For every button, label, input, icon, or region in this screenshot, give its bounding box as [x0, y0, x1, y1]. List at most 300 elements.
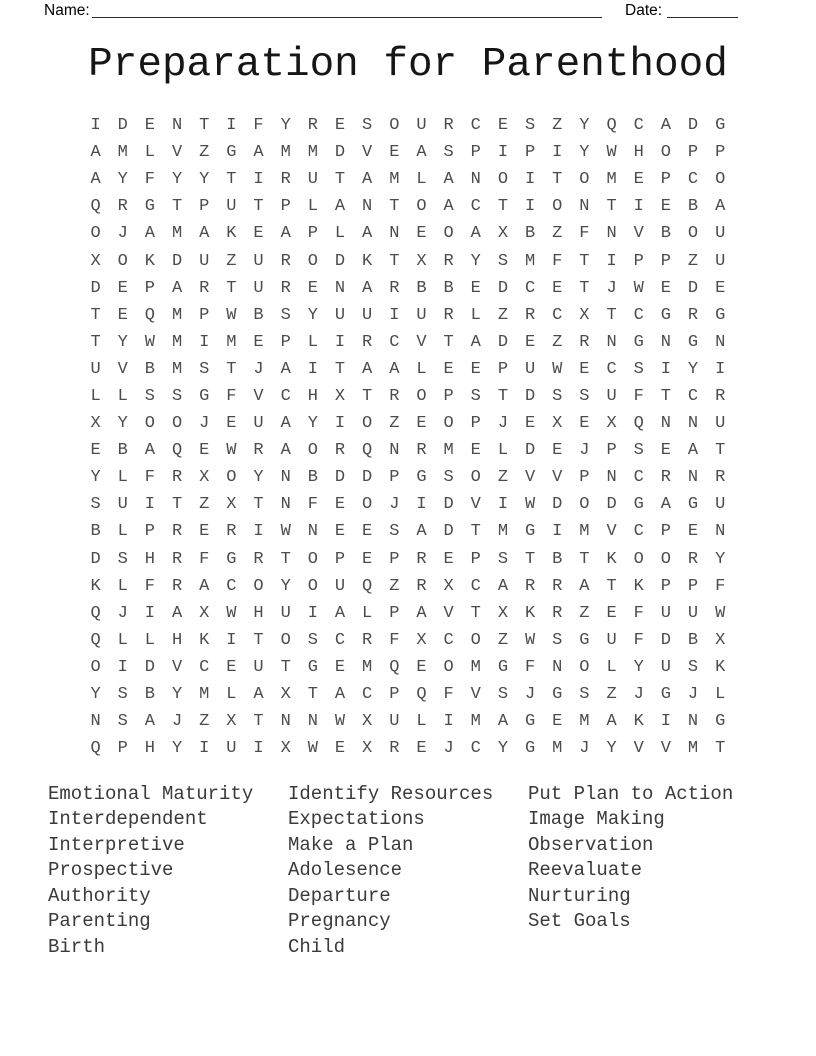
grid-cell: E — [687, 522, 699, 542]
grid-cell: L — [90, 386, 101, 406]
grid-cell: T — [389, 197, 400, 217]
grid-cell: Y — [715, 549, 726, 569]
grid-cell: O — [307, 576, 318, 596]
word-list-item: Prospective — [48, 859, 174, 882]
grid-cell: A — [443, 170, 454, 190]
grid-cell: S — [362, 116, 373, 136]
grid-cell: W — [552, 359, 563, 379]
grid-cell: N — [334, 278, 346, 298]
grid-cell: Y — [171, 170, 183, 190]
grid-cell: B — [416, 278, 427, 298]
grid-cell: I — [334, 414, 346, 434]
grid-cell: G — [524, 712, 536, 732]
grid-cell: R — [524, 576, 536, 596]
grid-cell: J — [687, 685, 699, 705]
grid-cell: S — [633, 441, 644, 461]
grid-cell: W — [144, 332, 155, 352]
grid-cell: T — [171, 197, 183, 217]
grid-cell: D — [117, 116, 128, 136]
grid-cell: R — [171, 522, 183, 542]
word-list-column — [528, 782, 733, 935]
grid-cell: I — [524, 170, 536, 190]
grid-cell: Z — [552, 224, 563, 244]
grid-cell: S — [579, 386, 590, 406]
grid-cell: E — [660, 197, 671, 217]
grid-cell: P — [524, 143, 536, 163]
grid-cell: L — [307, 332, 318, 352]
grid-cell: P — [633, 251, 644, 271]
name-fill-line — [92, 0, 602, 18]
grid-cell: N — [552, 657, 563, 677]
grid-cell: D — [687, 116, 699, 136]
grid-cell: T — [579, 251, 590, 271]
grid-cell: P — [660, 522, 671, 542]
grid-cell: U — [226, 739, 237, 759]
word-list-item: Interpretive — [48, 833, 185, 856]
grid-cell: J — [253, 359, 264, 379]
grid-cell: V — [470, 685, 481, 705]
grid-cell: T — [334, 359, 346, 379]
grid-cell: Z — [606, 685, 617, 705]
grid-cell: Y — [117, 332, 128, 352]
grid-cell: B — [524, 224, 536, 244]
grid-cell: F — [253, 116, 264, 136]
grid-cell: A — [199, 576, 210, 596]
word-list-item: Adolesence — [288, 859, 403, 882]
word-list-item: Expectations — [288, 808, 425, 831]
grid-cell: G — [307, 657, 318, 677]
grid-cell: X — [443, 576, 454, 596]
grid-cell: S — [524, 116, 536, 136]
grid-cell: R — [171, 549, 183, 569]
grid-cell: Y — [606, 739, 617, 759]
grid-cell: A — [171, 603, 183, 623]
grid-cell: J — [171, 712, 183, 732]
grid-cell: A — [687, 441, 699, 461]
grid-cell: E — [416, 739, 427, 759]
grid-cell: G — [715, 305, 726, 325]
grid-cell: P — [687, 576, 699, 596]
grid-cell: E — [524, 414, 536, 434]
grid-cell: T — [253, 495, 264, 515]
grid-cell: E — [470, 441, 481, 461]
grid-cell: E — [660, 278, 671, 298]
grid-cell: M — [280, 143, 291, 163]
grid-cell: T — [253, 712, 264, 732]
grid-cell: M — [199, 685, 210, 705]
grid-cell: T — [579, 278, 590, 298]
grid-cell: N — [687, 468, 699, 488]
grid-cell: N — [687, 414, 699, 434]
grid-cell: N — [90, 712, 101, 732]
grid-cell: O — [171, 414, 183, 434]
grid-cell: I — [144, 495, 155, 515]
grid-cell: X — [362, 739, 373, 759]
grid-cell: B — [687, 630, 699, 650]
grid-cell: E — [334, 495, 346, 515]
grid-cell: U — [334, 576, 346, 596]
grid-cell: Y — [307, 414, 318, 434]
grid-cell: L — [144, 143, 155, 163]
grid-cell: A — [362, 224, 373, 244]
grid-cell: Y — [280, 116, 291, 136]
grid-cell: A — [660, 116, 671, 136]
grid-cell: D — [90, 278, 101, 298]
grid-cell: D — [497, 278, 509, 298]
grid-cell: U — [253, 278, 264, 298]
grid-cell: D — [497, 332, 509, 352]
grid-cell: V — [171, 657, 183, 677]
grid-cell: Z — [389, 576, 400, 596]
grid-cell: O — [470, 630, 481, 650]
grid-cell: D — [90, 549, 101, 569]
grid-cell: R — [280, 278, 291, 298]
grid-cell: M — [579, 522, 590, 542]
grid-cell: A — [334, 685, 346, 705]
grid-cell: M — [362, 657, 373, 677]
grid-cell: P — [144, 522, 155, 542]
grid-cell: O — [579, 495, 590, 515]
grid-cell: X — [90, 414, 101, 434]
grid-cell: G — [226, 549, 237, 569]
grid-cell: G — [687, 332, 699, 352]
grid-cell: E — [660, 441, 671, 461]
grid-cell: G — [524, 522, 536, 542]
grid-cell: S — [443, 143, 454, 163]
grid-cell: J — [633, 685, 644, 705]
grid-cell: V — [470, 495, 481, 515]
grid-cell: T — [226, 278, 237, 298]
grid-cell: T — [524, 549, 536, 569]
grid-cell: C — [470, 197, 481, 217]
word-list-item: Observation — [528, 833, 654, 856]
grid-cell: E — [416, 414, 427, 434]
grid-cell: C — [687, 386, 699, 406]
grid-cell: H — [633, 143, 644, 163]
grid-cell: T — [280, 657, 291, 677]
grid-cell: R — [660, 468, 671, 488]
grid-cell: P — [715, 143, 726, 163]
grid-cell: N — [280, 712, 291, 732]
grid-cell: X — [606, 414, 617, 434]
grid-cell: M — [117, 143, 128, 163]
grid-cell: A — [280, 441, 291, 461]
grid-cell: T — [579, 549, 590, 569]
grid-cell: O — [253, 576, 264, 596]
grid-cell: O — [307, 251, 318, 271]
grid-cell: D — [362, 468, 373, 488]
grid-cell: V — [443, 603, 454, 623]
grid-cell: N — [606, 468, 617, 488]
grid-cell: G — [144, 197, 155, 217]
grid-cell: O — [579, 170, 590, 190]
date-label: Date: — [625, 2, 663, 19]
grid-cell: D — [552, 495, 563, 515]
grid-cell: H — [144, 549, 155, 569]
grid-cell: X — [199, 468, 210, 488]
grid-cell: T — [606, 197, 617, 217]
grid-cell: X — [497, 224, 509, 244]
grid-cell: V — [633, 739, 644, 759]
grid-cell: K — [226, 224, 237, 244]
grid-cell: N — [307, 522, 318, 542]
grid-cell: G — [552, 685, 563, 705]
grid-cell: K — [633, 576, 644, 596]
grid-cell: X — [416, 251, 427, 271]
grid-cell: S — [144, 386, 155, 406]
grid-cell: Z — [497, 305, 509, 325]
grid-cell: A — [416, 143, 427, 163]
grid-cell: B — [144, 359, 155, 379]
grid-cell: U — [715, 495, 726, 515]
grid-cell: P — [687, 143, 699, 163]
grid-cell: G — [416, 468, 427, 488]
grid-cell: S — [497, 685, 509, 705]
grid-cell: B — [253, 305, 264, 325]
grid-cell: S — [117, 549, 128, 569]
grid-cell: N — [660, 414, 671, 434]
grid-cell: Y — [470, 251, 481, 271]
grid-cell: L — [606, 657, 617, 677]
grid-cell: B — [90, 522, 101, 542]
grid-cell: W — [334, 712, 346, 732]
grid-cell: R — [171, 576, 183, 596]
grid-cell: Q — [171, 441, 183, 461]
grid-cell: O — [416, 386, 427, 406]
grid-cell: T — [715, 441, 726, 461]
grid-cell: U — [253, 251, 264, 271]
grid-cell: T — [199, 116, 210, 136]
grid-cell: T — [389, 251, 400, 271]
grid-cell: Q — [90, 739, 101, 759]
word-list-item: Birth — [48, 935, 106, 958]
grid-cell: O — [470, 468, 481, 488]
grid-cell: D — [606, 495, 617, 515]
grid-cell: E — [334, 522, 346, 542]
grid-cell: M — [687, 739, 699, 759]
grid-cell: S — [389, 522, 400, 542]
grid-cell: T — [226, 359, 237, 379]
grid-cell: Q — [144, 305, 155, 325]
grid-cell: I — [389, 305, 400, 325]
grid-cell: F — [226, 386, 237, 406]
grid-cell: L — [117, 386, 128, 406]
grid-cell: M — [524, 251, 536, 271]
grid-cell: A — [90, 170, 101, 190]
grid-cell: U — [687, 603, 699, 623]
grid-cell: C — [633, 305, 644, 325]
grid-cell: L — [416, 170, 427, 190]
grid-cell: I — [660, 359, 671, 379]
grid-cell: D — [334, 143, 346, 163]
grid-cell: K — [362, 251, 373, 271]
grid-cell: Q — [389, 657, 400, 677]
grid-cell: I — [552, 522, 563, 542]
word-list-item: Pregnancy — [288, 910, 391, 933]
grid-cell: I — [253, 739, 264, 759]
grid-cell: A — [280, 224, 291, 244]
grid-cell: P — [307, 224, 318, 244]
grid-cell: N — [389, 224, 400, 244]
grid-cell: N — [362, 197, 373, 217]
grid-cell: U — [715, 414, 726, 434]
grid-cell: V — [171, 143, 183, 163]
grid-cell: R — [389, 386, 400, 406]
grid-cell: T — [362, 386, 373, 406]
grid-cell: E — [470, 278, 481, 298]
grid-cell: S — [552, 630, 563, 650]
grid-cell: J — [117, 224, 128, 244]
grid-cell: N — [171, 116, 183, 136]
grid-cell: N — [280, 468, 291, 488]
grid-cell: O — [443, 657, 454, 677]
grid-cell: O — [687, 224, 699, 244]
grid-cell: A — [362, 170, 373, 190]
grid-cell: A — [497, 576, 509, 596]
grid-cell: G — [524, 739, 536, 759]
grid-cell: W — [715, 603, 726, 623]
grid-cell: U — [307, 170, 318, 190]
grid-cell: G — [497, 657, 509, 677]
grid-cell: I — [117, 657, 128, 677]
grid-cell: S — [280, 305, 291, 325]
grid-cell: V — [660, 739, 671, 759]
grid-cell: W — [633, 278, 644, 298]
grid-cell: B — [144, 685, 155, 705]
grid-cell: E — [144, 116, 155, 136]
word-list-item: Image Making — [528, 808, 665, 831]
grid-cell: C — [633, 522, 644, 542]
word-list-item: Make a Plan — [288, 833, 414, 856]
grid-cell: W — [226, 603, 237, 623]
grid-cell: S — [117, 685, 128, 705]
grid-cell: O — [90, 224, 101, 244]
grid-cell: A — [579, 576, 590, 596]
grid-cell: B — [660, 224, 671, 244]
grid-cell: X — [715, 630, 726, 650]
grid-cell: M — [470, 657, 481, 677]
word-grid — [82, 112, 734, 762]
grid-cell: R — [715, 468, 726, 488]
grid-cell: E — [633, 170, 644, 190]
grid-cell: R — [524, 305, 536, 325]
grid-cell: I — [199, 739, 210, 759]
grid-cell: H — [144, 739, 155, 759]
grid-cell: C — [524, 278, 536, 298]
grid-cell: T — [497, 197, 509, 217]
grid-cell: P — [117, 739, 128, 759]
grid-cell: O — [660, 549, 671, 569]
grid-cell: E — [226, 414, 237, 434]
grid-cell: E — [497, 116, 509, 136]
grid-cell: A — [253, 143, 264, 163]
grid-cell: W — [226, 305, 237, 325]
grid-cell: U — [389, 712, 400, 732]
grid-cell: E — [307, 278, 318, 298]
grid-cell: A — [416, 522, 427, 542]
grid-cell: D — [144, 657, 155, 677]
grid-cell: A — [470, 224, 481, 244]
grid-cell: C — [552, 305, 563, 325]
grid-cell: R — [443, 305, 454, 325]
grid-cell: O — [226, 468, 237, 488]
grid-cell: R — [362, 332, 373, 352]
grid-cell: U — [117, 495, 128, 515]
grid-cell: C — [443, 630, 454, 650]
grid-cell: P — [389, 549, 400, 569]
grid-cell: M — [497, 522, 509, 542]
grid-cell: L — [334, 224, 346, 244]
grid-cell: Y — [633, 657, 644, 677]
grid-cell: U — [199, 251, 210, 271]
grid-cell: W — [226, 441, 237, 461]
grid-cell: X — [280, 685, 291, 705]
grid-cell: N — [660, 332, 671, 352]
grid-cell: E — [552, 441, 563, 461]
grid-cell: S — [307, 630, 318, 650]
grid-cell: Q — [90, 197, 101, 217]
grid-cell: O — [715, 170, 726, 190]
grid-cell: G — [687, 495, 699, 515]
grid-cell: U — [660, 657, 671, 677]
grid-cell: P — [389, 685, 400, 705]
grid-cell: U — [660, 603, 671, 623]
name-label: Name: — [44, 2, 90, 19]
grid-cell: P — [280, 197, 291, 217]
grid-cell: L — [497, 441, 509, 461]
grid-cell: G — [660, 305, 671, 325]
grid-cell: A — [389, 359, 400, 379]
grid-cell: A — [280, 414, 291, 434]
grid-cell: I — [633, 197, 644, 217]
grid-cell: J — [579, 739, 590, 759]
grid-cell: C — [633, 468, 644, 488]
grid-cell: K — [715, 657, 726, 677]
grid-cell: G — [579, 630, 590, 650]
grid-cell: H — [307, 386, 318, 406]
grid-cell: S — [470, 386, 481, 406]
grid-cell: I — [497, 143, 509, 163]
grid-cell: J — [389, 495, 400, 515]
grid-cell: A — [144, 441, 155, 461]
grid-cell: E — [90, 441, 101, 461]
grid-cell: M — [470, 712, 481, 732]
word-list — [0, 782, 816, 962]
grid-cell: P — [334, 549, 346, 569]
grid-cell: S — [687, 657, 699, 677]
grid-cell: P — [660, 251, 671, 271]
grid-cell: E — [552, 278, 563, 298]
grid-cell: W — [524, 495, 536, 515]
grid-cell: S — [443, 468, 454, 488]
word-list-item: Interdependent — [48, 808, 208, 831]
grid-cell: X — [90, 251, 101, 271]
grid-cell: O — [552, 197, 563, 217]
grid-cell: J — [117, 603, 128, 623]
grid-cell: A — [362, 278, 373, 298]
grid-cell: K — [90, 576, 101, 596]
grid-cell: P — [660, 170, 671, 190]
grid-cell: X — [552, 414, 563, 434]
grid-cell: O — [660, 143, 671, 163]
grid-cell: L — [307, 197, 318, 217]
grid-cell: E — [579, 359, 590, 379]
grid-cell: U — [253, 414, 264, 434]
grid-cell: F — [552, 251, 563, 271]
grid-cell: Q — [90, 603, 101, 623]
grid-cell: L — [715, 685, 726, 705]
grid-cell: A — [470, 332, 481, 352]
